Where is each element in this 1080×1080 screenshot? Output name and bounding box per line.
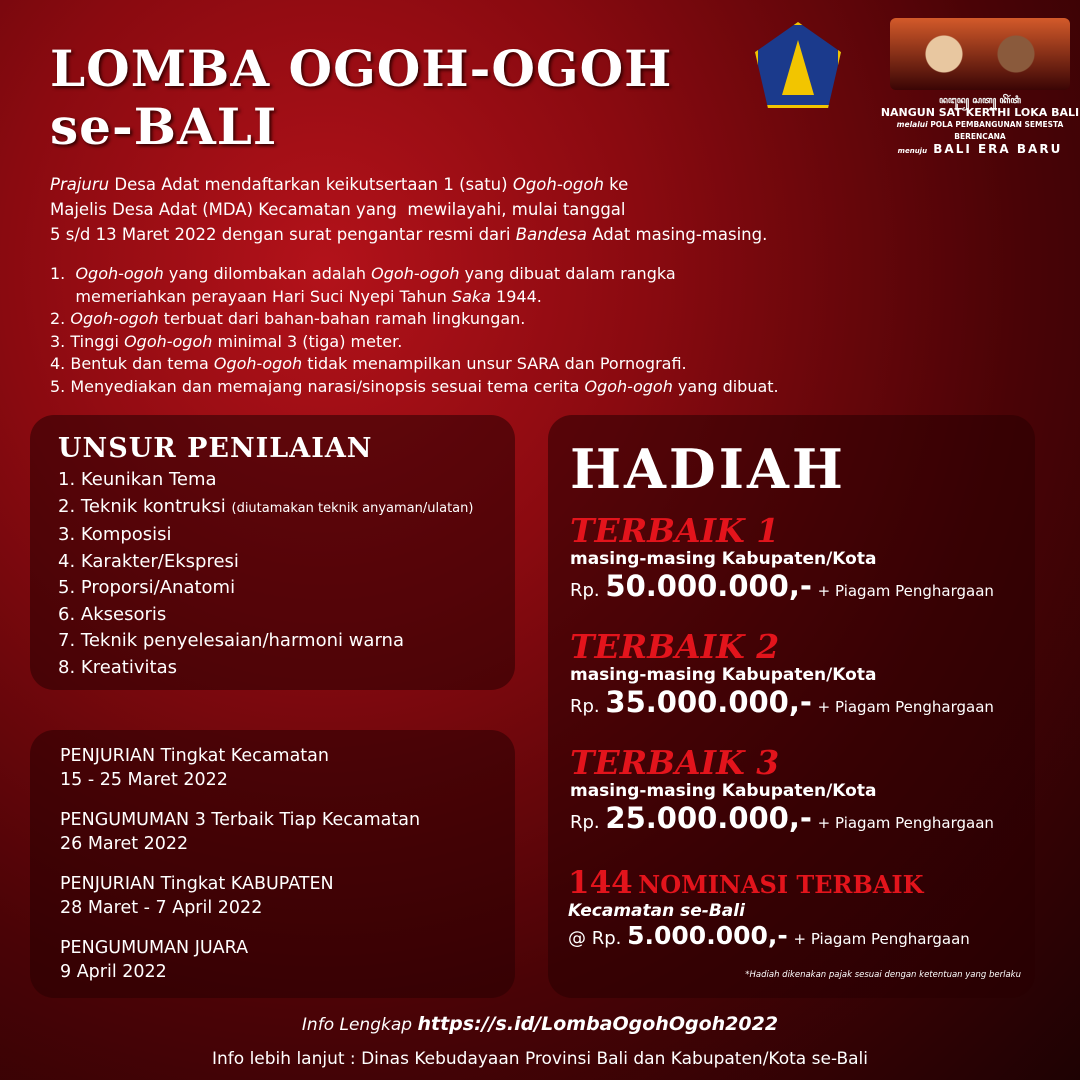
title-line1: LOMBA OGOH-OGOH xyxy=(50,39,673,98)
tagline: NANGUN SAT KERTHI LOKA BALI xyxy=(880,106,1080,119)
criteria-item xyxy=(58,575,473,602)
tax-footnote: *Hadiah dikenakan pajak sesuai dengan ketentuan yang berlaku xyxy=(745,970,1021,980)
criteria-heading: UNSUR PENILAIAN xyxy=(58,433,373,464)
criteria-note: (diutamakan teknik anyaman/ulatan) xyxy=(231,500,474,516)
intro-paragraph xyxy=(50,172,767,247)
rules-line xyxy=(50,286,779,309)
text-segment: Ogoh-ogoh xyxy=(584,376,673,396)
rules-list xyxy=(50,263,779,398)
nominee-scope: Kecamatan se-Bali xyxy=(568,901,745,921)
criteria-list xyxy=(58,467,473,681)
title-line2: se-BALI xyxy=(50,97,278,156)
intro-line xyxy=(50,222,767,247)
info-label: Info Lengkap xyxy=(301,1015,413,1035)
text-segment: Bandesa xyxy=(515,225,587,244)
info-line xyxy=(0,1013,1080,1035)
criteria-label: 1. Keunikan Tema xyxy=(58,469,217,490)
balinese-script: ꦤꦔꦸꦤ꧀ ꦱꦠ꧀ ꦏꦼꦂꦠꦶ xyxy=(939,96,1021,106)
nominee-count: 144 xyxy=(568,865,633,901)
criteria-item xyxy=(58,602,473,629)
rules-line xyxy=(50,308,779,331)
criteria-item xyxy=(58,522,473,549)
schedule-date: 28 Maret - 7 April 2022 xyxy=(60,898,263,918)
rules-line xyxy=(50,263,779,286)
schedule-item xyxy=(60,872,420,920)
prize-plus: + Piagam Penghargaan xyxy=(817,698,994,716)
prize-item xyxy=(570,629,994,745)
schedule-item xyxy=(60,808,420,856)
schedule-item xyxy=(60,744,420,792)
text-segment: 1944. xyxy=(490,286,542,306)
schedule-label: PENGUMUMAN 3 Terbaik Tiap Kecamatan xyxy=(60,810,421,830)
criteria-item xyxy=(58,655,473,682)
prize-prefix: Rp. xyxy=(570,812,600,833)
motto-block xyxy=(880,95,1080,157)
text-segment: 1. xyxy=(50,264,76,283)
schedule-label: PENJURIAN Tingkat KABUPATEN xyxy=(60,874,334,894)
prize-scope: masing-masing Kabupaten/Kota xyxy=(570,665,877,685)
text-segment: yang dilombakan adalah xyxy=(163,264,372,283)
text-segment: Ogoh-ogoh xyxy=(512,175,604,194)
prize-title: TERBAIK 1 xyxy=(570,511,780,550)
schedule-date: 26 Maret 2022 xyxy=(60,834,189,854)
prize-amount: 35.000.000,- xyxy=(605,685,812,719)
schedule-list xyxy=(60,744,420,1000)
criteria-label: 7. Teknik penyelesaian/harmoni warna xyxy=(58,630,404,651)
criteria-label: 2. Teknik kontruksi xyxy=(58,495,226,517)
schedule-date: 15 - 25 Maret 2022 xyxy=(60,770,228,790)
criteria-label: 4. Karakter/Ekspresi xyxy=(58,550,239,572)
prize-prefix: Rp. xyxy=(570,580,600,601)
sub-prefix: melalui xyxy=(896,120,928,129)
schedule-label: PENJURIAN Tingkat Kecamatan xyxy=(60,746,329,766)
nominee-prefix: @ Rp. xyxy=(568,928,622,949)
text-segment: Saka xyxy=(451,286,491,306)
text-segment: Ogoh-ogoh xyxy=(124,331,213,351)
text-segment: yang dibuat. xyxy=(672,376,779,396)
text-segment: 4. Bentuk dan tema xyxy=(50,354,214,373)
prize-amount: 25.000.000,- xyxy=(605,801,812,835)
prize-box xyxy=(548,415,1035,998)
rules-line xyxy=(50,331,779,354)
schedule-item xyxy=(60,936,420,984)
officials-photo xyxy=(890,18,1070,90)
criteria-item xyxy=(58,467,473,494)
criteria-label: 3. Komposisi xyxy=(58,524,172,545)
text-segment: Adat masing-masing. xyxy=(587,225,768,244)
nominee-plus: + Piagam Penghargaan xyxy=(793,930,970,948)
text-segment: Ogoh-ogoh xyxy=(75,264,164,283)
criteria-label: 8. Kreativitas xyxy=(58,656,177,678)
criteria-item xyxy=(58,494,473,523)
subtagline: POLA PEMBANGUNAN SEMESTA BERENCANA xyxy=(930,120,1064,141)
intro-line xyxy=(50,197,767,222)
text-segment: Majelis Desa Adat (MDA) Kecamatan yang mewilayahi, mulai tanggal xyxy=(50,200,626,219)
prize-scope: masing-masing Kabupaten/Kota xyxy=(570,549,877,569)
rules-line xyxy=(50,353,779,376)
text-segment: 5 s/d 13 Maret 2022 dengan surat pengantar resmi dari xyxy=(50,225,516,244)
text-segment: minimal 3 (tiga) meter. xyxy=(212,331,403,351)
era-text: BALI ERA BARU xyxy=(933,142,1063,156)
text-segment: 5. Menyediakan dan memajang narasi/sinopsis sesuai tema cerita xyxy=(50,376,585,396)
poster-title xyxy=(50,40,672,156)
prize-plus: + Piagam Penghargaan xyxy=(817,814,994,832)
text-segment: memeriahkan perayaan Hari Suci Nyepi Tahun xyxy=(50,286,452,306)
prize-list xyxy=(570,513,994,861)
text-segment: 3. Tinggi xyxy=(50,331,125,351)
prize-title: TERBAIK 2 xyxy=(570,627,780,666)
prize-title: TERBAIK 3 xyxy=(570,743,780,782)
prize-heading: HADIAH xyxy=(570,437,846,501)
prize-prefix: Rp. xyxy=(570,696,600,717)
text-segment: yang dibuat dalam rangka xyxy=(459,264,676,283)
criteria-item xyxy=(58,549,473,576)
text-segment: 2. xyxy=(50,309,71,328)
text-segment: Ogoh-ogoh xyxy=(371,264,460,283)
prize-plus: + Piagam Penghargaan xyxy=(817,582,994,600)
criteria-label: 5. Proporsi/Anatomi xyxy=(58,577,236,598)
prize-item xyxy=(570,513,994,629)
intro-line xyxy=(50,172,767,197)
text-segment: tidak menampilkan unsur SARA dan Pornografi. xyxy=(302,354,687,373)
schedule-date: 9 April 2022 xyxy=(60,962,167,982)
text-segment: Ogoh-ogoh xyxy=(70,309,159,328)
text-segment: Ogoh-ogoh xyxy=(213,354,303,373)
prize-item xyxy=(570,745,994,861)
prize-scope: masing-masing Kabupaten/Kota xyxy=(570,781,877,801)
rules-line xyxy=(50,376,779,399)
text-segment: ke xyxy=(603,175,629,194)
era-prefix: menuju xyxy=(897,147,928,155)
prize-amount: 50.000.000,- xyxy=(605,569,812,603)
nominee-amount: 5.000.000,- xyxy=(627,921,788,950)
criteria-box xyxy=(30,415,515,690)
text-segment: Desa Adat mendaftarkan keikutsertaan 1 (satu) xyxy=(109,175,513,194)
schedule-box xyxy=(30,730,515,998)
nominee-title: NOMINASI TERBAIK xyxy=(638,870,924,899)
criteria-label: 6. Aksesoris xyxy=(58,603,167,625)
text-segment: Prajuru xyxy=(50,175,110,194)
criteria-item xyxy=(58,628,473,655)
nominee-block xyxy=(568,865,970,950)
text-segment: terbuat dari bahan-bahan ramah lingkungan. xyxy=(158,309,526,328)
info-link[interactable]: https://s.id/LombaOgohOgoh2022 xyxy=(417,1013,779,1035)
more-info: Info lebih lanjut : Dinas Kebudayaan Provinsi Bali dan Kabupaten/Kota se-Bali xyxy=(212,1049,868,1069)
schedule-label: PENGUMUMAN JUARA xyxy=(60,938,249,958)
